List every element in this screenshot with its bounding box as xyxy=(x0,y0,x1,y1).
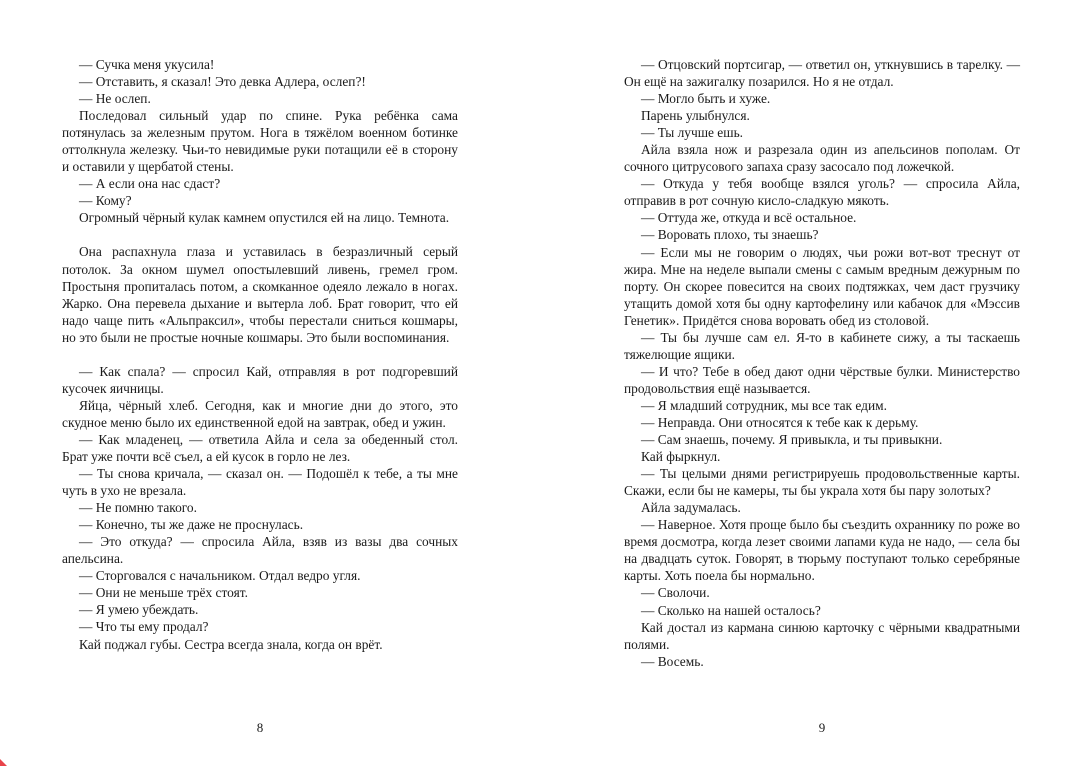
paragraph: Айла взяла нож и разрезала один из апельсинов пополам. От сочного цитрусового запаха сразу засосало под ложечкой. xyxy=(624,142,1020,175)
paragraph: — Если мы не говорим о людях, чьи рожи вот-вот треснут от жира. Мне на неделе выпали смены с самым вредным дежурным по порту. Он скорее повесится на своих подтяжках, чем даст грузчику утащить домой хотя бы одну картофелину или кабачок для «Мэссив Генетик». Придётся снова воровать обед из столовой. xyxy=(624,244,1020,328)
paragraph: — Я умею убеждать. xyxy=(79,602,199,618)
paragraph: Кай достал из кармана синюю карточку с чёрными квадратными полями. xyxy=(624,619,1020,652)
paragraph: Огромный чёрный кулак камнем опустился ей на лицо. Темнота. xyxy=(79,210,450,226)
paragraph: — Кому? xyxy=(79,193,132,209)
paragraph: — Они не меньше трёх стоят. xyxy=(79,585,248,601)
paragraph: Яйца, чёрный хлеб. Сегодня, как и многие дни до этого, это скудное меню было их единственной едой на завтрак, обед и ужин. xyxy=(62,397,458,430)
paragraph: — Сволочи. xyxy=(641,585,710,601)
paragraph: — Я младший сотрудник, мы все так едим. xyxy=(641,397,887,413)
paragraph: — Как спала? — спросил Кай, отправляя в рот подгоревший кусочек яичницы. xyxy=(62,363,458,396)
paragraph: — Ты снова кричала, — сказал он. — Подошёл к тебе, а ты мне чуть в ухо не врезала. xyxy=(62,466,458,499)
paragraph: — Отцовский портсигар, — ответил он, уткнувшись в тарелку. — Он ещё на зажигалку позарился. Но я не отдал. xyxy=(624,57,1020,90)
paragraph: — Откуда у тебя вообще взялся уголь? — спросила Айла, отправив в рот сочную кисло-сладкую мякоть. xyxy=(624,176,1020,209)
paragraph: — Как младенец, — ответила Айла и села за обеденный стол. Брат уже почти всё съел, а ей кусок в горло не лез. xyxy=(62,431,458,464)
paragraph: — Не ослеп. xyxy=(79,91,151,107)
paragraph: — Отставить, я сказал! Это девка Адлера, ослеп?! xyxy=(79,74,366,90)
right-page-text xyxy=(624,56,1020,670)
corner-mark-icon xyxy=(0,759,7,766)
paragraph: — Оттуда же, откуда и всё остальное. xyxy=(641,210,857,226)
paragraph: — А если она нас сдаст? xyxy=(79,176,221,192)
paragraph: — Это откуда? — спросила Айла, взяв из вазы два сочных апельсина. xyxy=(62,534,458,567)
left-page-text xyxy=(62,56,458,653)
paragraph: Кай фыркнул. xyxy=(641,449,721,465)
paragraph: Она распахнула глаза и уставилась в безразличный серый потолок. За окном шумел опостылевший ливень, гремел гром. Простыня пропиталась потом, а скомканное одеяло лежало в ногах. Жарко. Она перевела дыхание и вытерла лоб. Брат говорит, что ей надо чаще пить «Альпраксил», чтобы перестали сниться кошмары, но это были не простые ночные кошмары. Это были воспоминания. xyxy=(62,244,458,345)
paragraph: — Ты целыми днями регистрируешь продовольственные карты. Скажи, если бы не камеры, ты бы украла хотя бы пару золотых? xyxy=(624,466,1020,499)
paragraph: — Неправда. Они относятся к тебе как к дерьму. xyxy=(641,414,919,430)
paragraph: — Сучка меня укусила! xyxy=(79,57,215,72)
paragraph: Последовал сильный удар по спине. Рука ребёнка сама потянулась за железным прутом. Нога в тяжёлом военном ботинке оттолкнула железку. Чьи-то невидимые руки потащили её в сторону и оставили у щербатой стены. xyxy=(62,108,458,175)
paragraph: — И что? Тебе в обед дают одни чёрствые булки. Министерство продовольствия ещё называется. xyxy=(624,363,1020,396)
paragraph: — Восемь. xyxy=(641,653,704,669)
paragraph: — Воровать плохо, ты знаешь? xyxy=(641,227,819,243)
paragraph: Парень улыбнулся. xyxy=(641,108,750,124)
left-page-number: 8 xyxy=(256,720,264,735)
paragraph: — Конечно, ты же даже не проснулась. xyxy=(79,517,304,533)
paragraph: — Сколько на нашей осталось? xyxy=(641,602,821,618)
paragraph: — Что ты ему продал? xyxy=(79,619,209,635)
section-break xyxy=(62,226,458,243)
paragraph: — Сам знаешь, почему. Я привыкла, и ты привыкни. xyxy=(641,432,943,448)
paragraph: — Ты бы лучше сам ел. Я-то в кабинете сижу, а ты таскаешь тяжелющие ящики. xyxy=(624,329,1020,362)
paragraph: — Могло быть и хуже. xyxy=(641,91,771,107)
section-break xyxy=(62,346,458,363)
paragraph: — Не помню такого. xyxy=(79,500,197,516)
paragraph: Кай поджал губы. Сестра всегда знала, когда он врёт. xyxy=(79,636,383,652)
paragraph: — Сторговался с начальником. Отдал ведро угля. xyxy=(79,568,361,584)
paragraph: Айла задумалась. xyxy=(641,500,741,516)
right-page-number: 9 xyxy=(818,720,826,735)
paragraph: — Ты лучше ешь. xyxy=(641,125,744,141)
paragraph: — Наверное. Хотя проще было бы съездить охраннику по роже во время досмотра, когда лезет своими лапами куда не надо, — села бы на двадцать суток. Говорят, в тюрьму поступают только серебряные карты. Хоть поела бы нормально. xyxy=(624,517,1020,584)
